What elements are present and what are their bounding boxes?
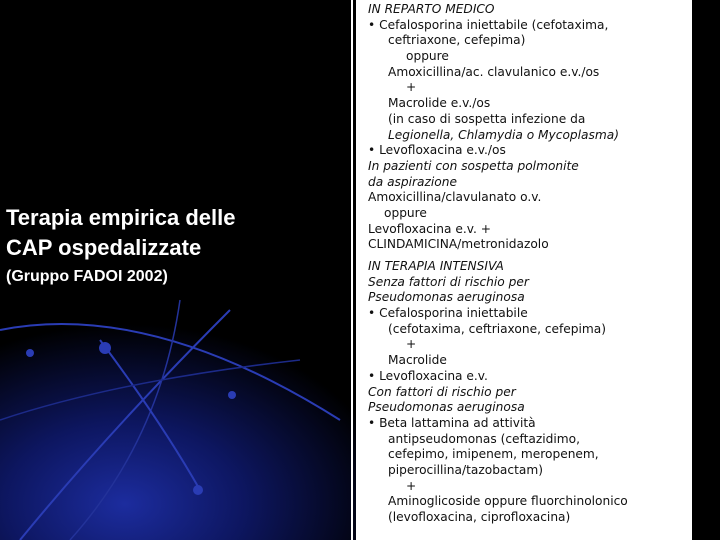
therapy-line: oppure — [406, 49, 449, 64]
slide-subtitle: (Gruppo FADOI 2002) — [6, 268, 168, 285]
therapy-line: Amoxicillina/ac. clavulanico e.v./os — [388, 64, 600, 79]
therapy-line: Pseudomonas aeruginosa — [368, 290, 525, 305]
swirl-dot — [26, 349, 34, 357]
therapy-line: Amoxicillina/clavulanato o.v. — [368, 190, 542, 205]
therapy-line: da aspirazione — [368, 174, 457, 189]
therapy-line: (cefotaxima, ceftriaxone, cefepima) — [388, 321, 607, 336]
therapy-line: • Levofloxacina e.v. — [368, 368, 488, 383]
title-line-1: Terapia empirica delle — [6, 205, 236, 230]
therapy-line: Aminoglicoside oppure fluorchinolonico — [388, 494, 628, 509]
therapy-line: IN REPARTO MEDICO — [368, 2, 495, 16]
therapy-line: oppure — [384, 205, 427, 220]
therapy-line: ceftriaxone, cefepima) — [388, 33, 526, 48]
swirl-dot — [99, 342, 111, 354]
therapy-line: • Cefalosporina iniettabile (cefotaxima, — [368, 17, 609, 32]
title-line-2: CAP ospedalizzate — [6, 235, 202, 260]
therapy-line: Senza fattori di rischio per — [368, 274, 529, 289]
therapy-line: IN TERAPIA INTENSIVA — [368, 259, 504, 273]
therapy-line: (levofloxacina, ciprofloxacina) — [388, 510, 571, 524]
therapy-line: antipseudomonas (ceftazidimo, — [388, 431, 580, 446]
panel-left-rule — [351, 0, 353, 540]
therapy-line: Con fattori di rischio per — [368, 384, 516, 399]
therapy-line: (in caso di sospetta infezione da — [388, 111, 586, 126]
therapy-line: + — [406, 80, 417, 95]
therapy-line: + — [406, 337, 417, 352]
swirl-dot — [228, 391, 236, 399]
therapy-line: + — [406, 478, 417, 493]
therapy-line: Macrolide — [388, 353, 447, 368]
therapy-line: cefepimo, imipenem, meropenem, — [388, 447, 599, 462]
therapy-line: In pazienti con sospetta polmonite — [368, 158, 579, 173]
therapy-line: Macrolide e.v./os — [388, 96, 491, 111]
therapy-line: • Cefalosporina iniettabile — [368, 306, 528, 321]
slide-title — [6, 203, 235, 289]
therapy-line: Legionella, Chlamydia o Mycoplasma) — [388, 127, 619, 142]
swirl-dot — [193, 485, 203, 495]
therapy-line: • Levofloxacina e.v./os — [368, 143, 506, 158]
therapy-line: Pseudomonas aeruginosa — [368, 400, 525, 415]
therapy-text — [368, 2, 688, 526]
therapy-line: • Beta lattamina ad attività — [368, 415, 536, 430]
therapy-line: Levofloxacina e.v. + — [368, 221, 491, 236]
therapy-line: CLINDAMICINA/metronidazolo — [368, 237, 549, 252]
therapy-line: piperocillina/tazobactam) — [388, 462, 543, 477]
